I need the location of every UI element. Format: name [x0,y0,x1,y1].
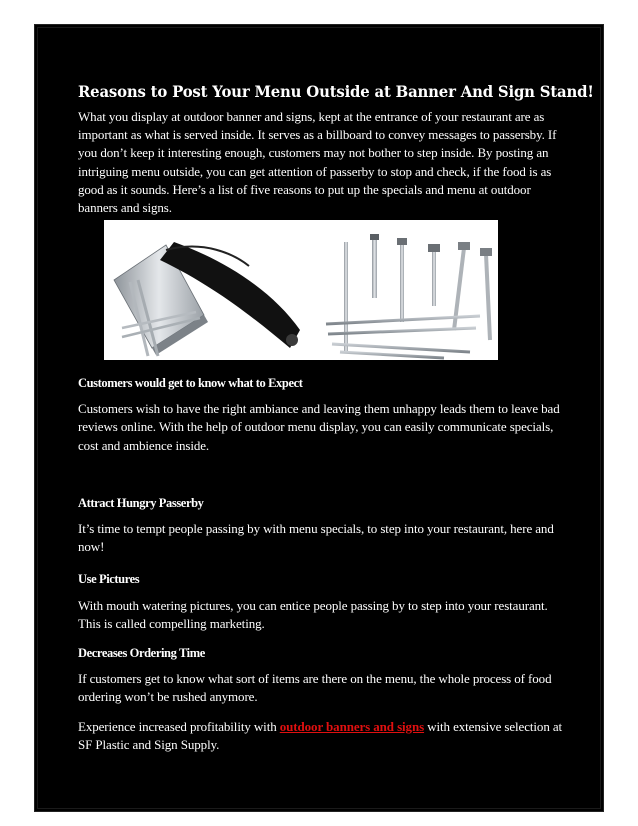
section-text: Customers wish to have the right ambiance and leaving them unhappy leads them to leave bad reviews online. With the help of outdoor menu display, you can easily communicate specials, cost and ambience inside. [78,401,560,453]
intro-paragraph: What you display at outdoor banner and signs, kept at the entrance of your restaurant are as important as what is served inside. It serves as a billboard to convey messages to passersby. If you don’t keep it interesting enough, customers may not bother to step inside. By posting an intriguing menu outside, you can get attention of passerby to stop and check, if the food is as good as it sounds. Here’s a list of five reasons to put up the specials and menu at outdoor banners and signs. [78,109,557,216]
section-text: It’s time to tempt people passing by with menu specials, to step into your restaurant, here and now! [78,521,554,555]
section-expect-body [78,400,568,455]
section-expect [78,375,568,391]
closing-before: Experience increased profitability with [78,719,280,734]
section-pictures-body [78,597,568,634]
section-heading: Use Pictures [78,572,140,586]
outdoor-banners-link[interactable]: outdoor banners and signs [279,719,425,734]
section-ordering [78,645,568,661]
section-heading: Decreases Ordering Time [78,646,205,660]
closing-after: with extensive selection at SF Plastic and Sign Supply. [78,719,563,753]
section-pictures [78,571,568,587]
closing-paragraph [78,718,568,755]
closing-text [78,718,568,755]
section-ordering-body [78,670,568,707]
section-text: With mouth watering pictures, you can entice people passing by to step into your restaurant. This is called compelling marketing. [78,598,548,632]
article-header [78,82,594,217]
article-title: Reasons to Post Your Menu Outside at Banner And Sign Stand! [78,82,594,101]
banner-stand-illustration [104,220,498,360]
banner-stand-product-image [104,220,498,360]
telescopic-poles [326,234,492,358]
section-heading: Customers would get to know what to Expect [78,376,303,390]
rollup-base-and-bag [114,242,300,356]
section-heading: Attract Hungry Passerby [78,496,204,510]
section-text: If customers get to know what sort of items are there on the menu, the whole process of food ordering won’t be rushed anymore. [78,671,552,705]
section-attract-body [78,520,568,557]
section-attract [78,495,568,511]
